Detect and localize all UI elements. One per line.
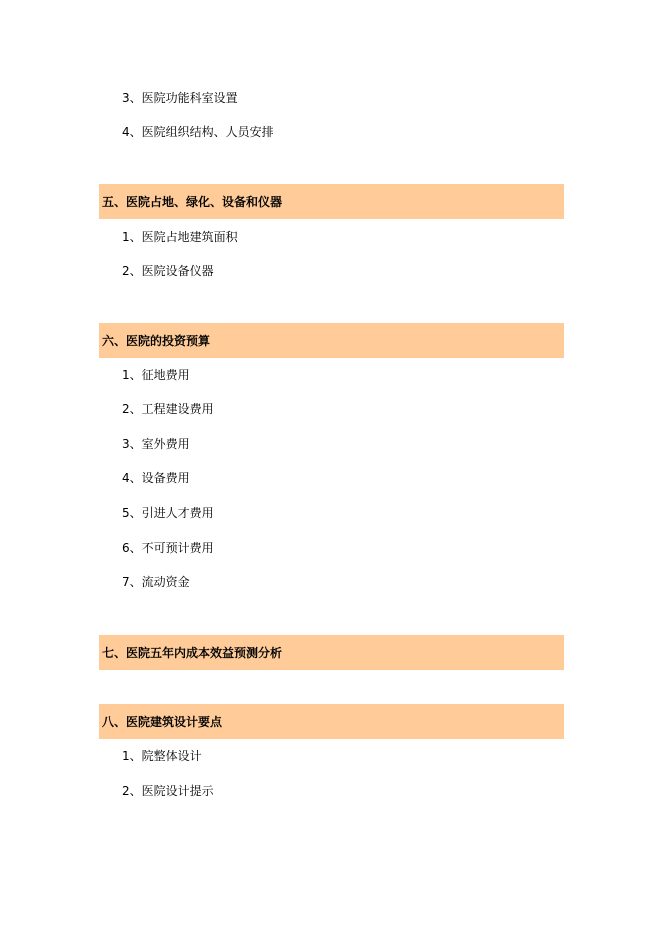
list-item: 7、流动资金 — [122, 575, 190, 589]
list-item: 6、不可预计费用 — [122, 541, 214, 555]
section-heading-text: 六、医院的投资预算 — [102, 334, 211, 348]
section-heading — [99, 635, 564, 670]
list-item: 2、医院设备仪器 — [122, 264, 214, 278]
list-item: 1、医院占地建筑面积 — [122, 230, 238, 244]
list-item: 4、医院组织结构、人员安排 — [122, 125, 274, 139]
list-item: 1、征地费用 — [122, 368, 190, 382]
section-heading — [99, 704, 564, 739]
list-item: 5、引进人才费用 — [122, 506, 214, 520]
section-heading-text: 五、医院占地、绿化、设备和仪器 — [102, 195, 283, 209]
list-item: 2、工程建设费用 — [122, 402, 214, 416]
list-item: 4、设备费用 — [122, 471, 190, 485]
list-item: 3、医院功能科室设置 — [122, 91, 238, 105]
section-heading — [99, 323, 564, 358]
list-item: 3、室外费用 — [122, 437, 190, 451]
section-heading-text: 八、医院建筑设计要点 — [102, 715, 223, 729]
section-heading — [99, 184, 564, 219]
list-item: 1、院整体设计 — [122, 749, 202, 763]
list-item: 2、医院设计提示 — [122, 784, 214, 798]
section-heading-text: 七、医院五年内成本效益预测分析 — [102, 646, 283, 660]
